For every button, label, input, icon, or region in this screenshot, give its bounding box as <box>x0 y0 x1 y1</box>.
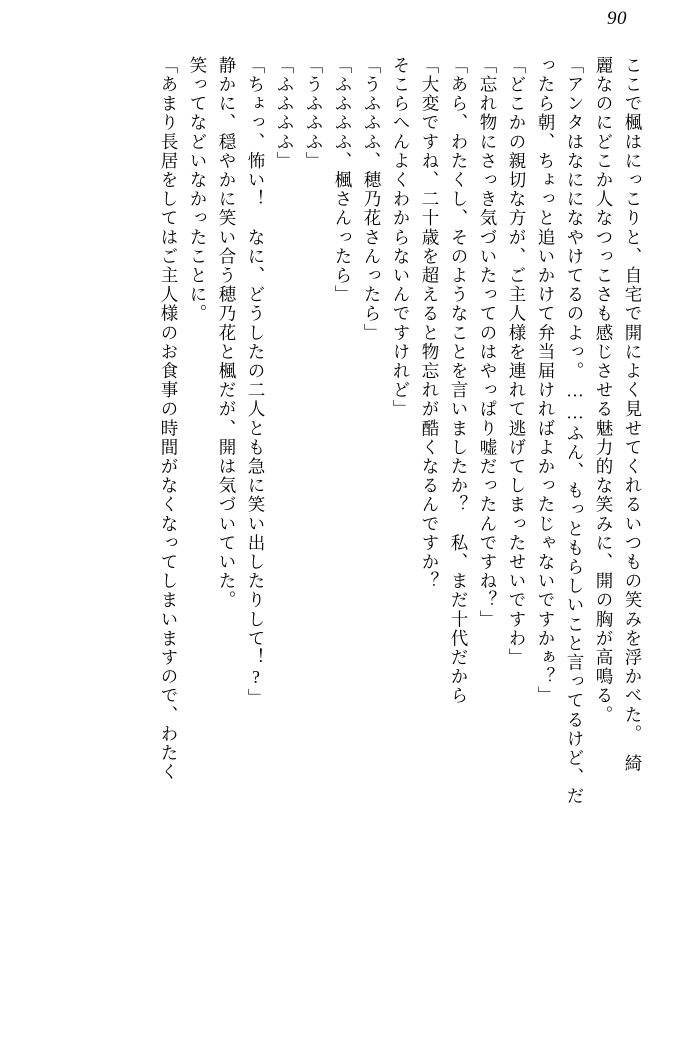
text-line: 「うふふふ」 <box>304 56 324 171</box>
text-line: 「忘れ物にさっき気づいたってのはやっぱり嘘だったんですね？」 <box>478 56 498 629</box>
text-line: ここで楓はにっこりと、自宅で開によく見せてくれるいつもの笑みを浮かべた。 綺 <box>623 56 643 774</box>
page-number: 90 <box>607 8 627 29</box>
text-line: ったら朝、ちょっと追いかけて弁当届ければよかったじゃないですかぁ？」 <box>536 56 556 706</box>
text-line: 「あまり長居をしてはご主人様のお食事の時間がなくなってしまいますので、わたく <box>159 56 179 782</box>
text-line: 静かに、穏やかに笑い合う穂乃花と楓だが、開は気づいていた。 <box>217 56 237 610</box>
text-line: 「あら、わたくし、そのようなことを言いましたか？ 私、まだ十代だから <box>449 56 469 706</box>
text-line: 「ちょっ、怖い！ なに、どうしたの二人とも急に笑い出したりして！?」 <box>246 56 266 708</box>
text-line: 麗なのにどこか人なつっこさも感じさせる魅力的な笑みに、開の胸が高鳴る。 <box>594 56 614 725</box>
text-line: そこらへんよくわからないんですけれど」 <box>391 56 411 419</box>
text-line: 「ふふふふ」 <box>275 56 295 171</box>
text-line: 「ふふふふ、楓さんったら」 <box>333 56 353 305</box>
text-line: 笑ってなどいなかったことに。 <box>188 56 208 324</box>
text-line: 「うふふふ、穂乃花さんったら」 <box>362 56 382 343</box>
vertical-text-body <box>40 56 647 1032</box>
text-line: 「アンタはなにになやけてるのよっ。……ふん、もっともらしいこと言ってるけど、だ <box>565 56 585 806</box>
text-line: 「大変ですね、二十歳を超えると物忘れが酷くなるんですか？ <box>420 56 440 591</box>
text-line: 「どこかの親切な方が、ご主人様を連れて逃げてしまったせいですわ」 <box>507 56 527 668</box>
